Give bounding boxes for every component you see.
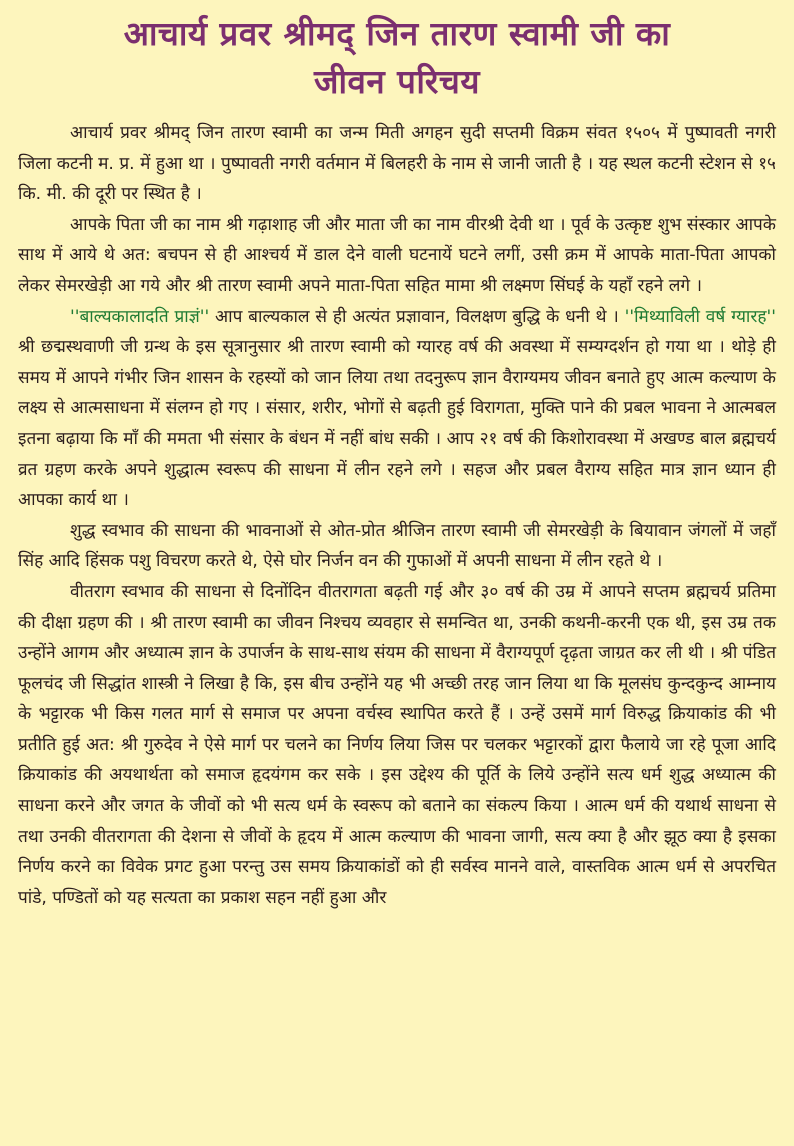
paragraph-parents: आपके पिता जी का नाम श्री गढ़ाशाह जी और माता जी का नाम वीरश्री देवी था । पूर्व के उत्कृष्ट शुभ संस्कार आपके साथ में आये थे अत: बचपन से ही आश्चर्य में डाल देने वाली घटनायें घटने लगीं, उसी क्रम में आपके माता-पिता आपको लेकर सेमरखेड़ी आ गये और श्री तारण स्वामी अपने माता-पिता सहित मामा श्री लक्ष्मण सिंघई के यहाँ रहने लगे । bbox=[18, 214, 776, 296]
paragraph-vitaragata: वीतराग स्वभाव की साधना से दिनोंदिन वीतरागता बढ़ती गई और ३० वर्ष की उम्र में आपने सप्तम ब्रह्मचर्य प्रतिमा की दीक्षा ग्रहण की । श्री तारण स्वामी का जीवन निश्चय व्यवहार से समन्वित था, उनकी कथनी-करनी एक थी, इस उम्र तक उन्होंने आगम और अध्यात्म ज्ञान के उपार्जन के साथ-साथ संयम की साधना में वैराग्यपूर्ण दृढ़ता जाग्रत कर ली थी । श्री पंडित फूलचंद जी सिद्धांत शास्त्री ने लिखा है कि, इस बीच उन्होंने यह भी अच्छी तरह जान लिया था कि मूलसंघ कुन्दकुन्द आम्नाय के भट्टारक भी किस गलत मार्ग से समाज पर अपना वर्चस्व स्थापित करते हैं । उन्हें उसमें मार्ग विरुद्ध क्रियाकांड की भी प्रतीति हुई अत: श्री गुरुदेव ने ऐसे मार्ग पर चलने का निर्णय लिया जिस पर चलकर भट्टारकों द्वारा फैलाये जा रहे पूजा आदि क्रियाकांड की अयथार्थता को समाज हृदयंगम कर सके । इस उद्देश्य की पूर्ति के लिये उन्होंने सत्य धर्म शुद्ध अध्यात्म की साधना करने और जगत के जीवों को भी सत्य धर्म के स्वरूप को बताने का संकल्प किया । आत्म धर्म की यथार्थ साधना से तथा उनकी वीतरागता की देशना से जीवों के हृदय में आत्म कल्याण की भावना जागी, सत्य क्या है और झूठ क्या है इसका निर्णय करने का विवेक प्रगट हुआ परन्तु उस समय क्रियाकांडों को ही सर्वस्व मानने वाले, वास्तविक आत्म धर्म से अपरचित पांडे, पण्डितों को यह सत्यता का प्रकाश सहन नहीं हुआ और bbox=[18, 581, 776, 908]
page-title bbox=[18, 10, 776, 106]
document-body bbox=[18, 118, 776, 913]
paragraph-forest-sadhana: शुद्ध स्वभाव की साधना की भावनाओं से ओत-प्रोत श्रीजिन तारण स्वामी जी सेमरखेड़ी के बियावान जंगलों में जहाँ सिंह आदि हिंसक पशु विचरण करते थे, ऐसे घोर निर्जन वन की गुफाओं में अपनी साधना में लीन रहते थे । bbox=[18, 520, 776, 572]
sanskrit-quote: ''बाल्यकालादति प्राज्ञं'' bbox=[70, 306, 210, 327]
title-line-1: आचार्य प्रवर श्रीमद् जिन तारण स्वामी जी का bbox=[123, 14, 671, 53]
paragraph-childhood-text: आप बाल्यकाल से ही अत्यंत प्रज्ञावान, विलक्षण बुद्धि के धनी थे । bbox=[209, 306, 625, 327]
scripture-quote: ''मिथ्याविली वर्ष ग्यारह'' bbox=[624, 306, 776, 327]
title-line-2: जीवन परिचय bbox=[313, 62, 481, 101]
paragraph-childhood-text-2: श्री छद्मस्थवाणी जी ग्रन्थ के इस सूत्रानुसार श्री तारण स्वामी को ग्यारह वर्ष की अवस्था में सम्यग्दर्शन हो गया था । थोड़े ही समय में आपने गंभीर जिन शासन के रहस्यों को जान लिया तथा तदनुरूप ज्ञान वैराग्यमय जीवन बनाते हुए आत्म कल्याण के लक्ष्य से आत्मसाधना में संलग्न हो गए । संसार, शरीर, भोगों से बढ़ती हुई विरागता, मुक्ति पाने की प्रबल भावना ने आत्मबल इतना बढ़ाया कि माँ की ममता भी संसार के बंधन में नहीं बांध सकी । आप २१ वर्ष की किशोरावस्था में अखण्ड बाल ब्रह्मचर्य व्रत ग्रहण करके अपने शुद्धात्म स्वरूप की साधना में लीन रहने लगे । सहज और प्रबल वैराग्य सहित मात्र ज्ञान ध्यान ही आपका कार्य था । bbox=[18, 337, 776, 511]
paragraph-birth: आचार्य प्रवर श्रीमद् जिन तारण स्वामी का जन्म मिती अगहन सुदी सप्तमी विक्रम संवत १५०५ में पुष्पावती नगरी जिला कटनी म. प्र. में हुआ था । पुष्पावती नगरी वर्तमान में बिलहरी के नाम से जानी जाती है । यह स्थल कटनी स्टेशन से १५ कि. मी. की दूरी पर स्थित है । bbox=[18, 123, 776, 205]
paragraph-childhood bbox=[18, 302, 776, 516]
